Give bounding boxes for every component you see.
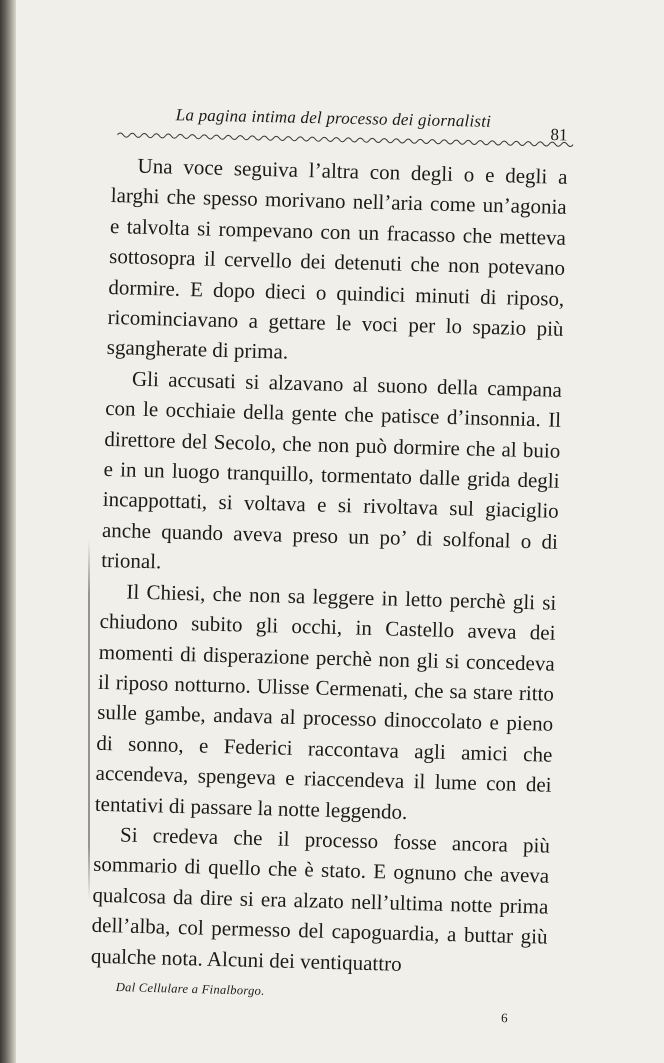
margin-pencil-line: [88, 540, 90, 900]
wavy-rule: [117, 130, 573, 150]
paragraph: Una voce seguiva l’altra con degli o e degli a larghi che spesso morivano nell’aria come un’agonia e talvolta si rompevano con un fracasso che metteva sottosopra il cervello dei detenuti che non potevano dormire. E dopo dieci o quindici minuti di riposo, ricominciavano a gettare le voci per lo spazio più sgangherate di prima.: [106, 153, 568, 365]
page-footer: [115, 980, 516, 1026]
running-title: La pagina intima del processo dei giornalisti: [175, 105, 492, 131]
sheet-number: 6: [500, 1010, 508, 1026]
paragraph: Si credeva che il processo fosse ancora più sommario di quello che è stato. E ognuno che aveva qualcosa da dire si era alzato nell’ultima notte prima dell’alba, col permesso del capoguardia, a buttar giù qualche nota. Alcuni dei ventiquattro: [90, 822, 551, 976]
signature-line: Dal Cellulare a Finalborgo.: [115, 980, 265, 998]
running-header: [118, 104, 574, 145]
page-number: 81: [550, 125, 568, 145]
paragraph: Gli accusati si alzavano al suono della campana con le occhiaie della gente che patisce d’insonnia. Il direttore del Secolo, che non può dormire che al buio e in un luogo tranquillo, tormentato dalle grida degli incappottati, si voltava e si rivoltava sul giaciglio anche quando aveva preso un po’ di solfonal o di trional.: [100, 366, 563, 574]
page-binding-edge: [0, 0, 16, 1063]
paragraph: Il Chiesi, che non sa leggere in letto perchè gli si chiudono subito gli occhi, in Castello aveva dei momenti di disperazione perchè non gli si concedeva il riposo notturno. Ulisse Cermenati, che sa stare ritto sulle gambe, andava al processo dinoccolato e pieno di sonno, e Federici raccontava agli amici che accendeva, spengeva e riaccendeva il lume con dei tentativi di passare la notte leggendo.: [94, 579, 557, 824]
body-text: [91, 150, 568, 983]
